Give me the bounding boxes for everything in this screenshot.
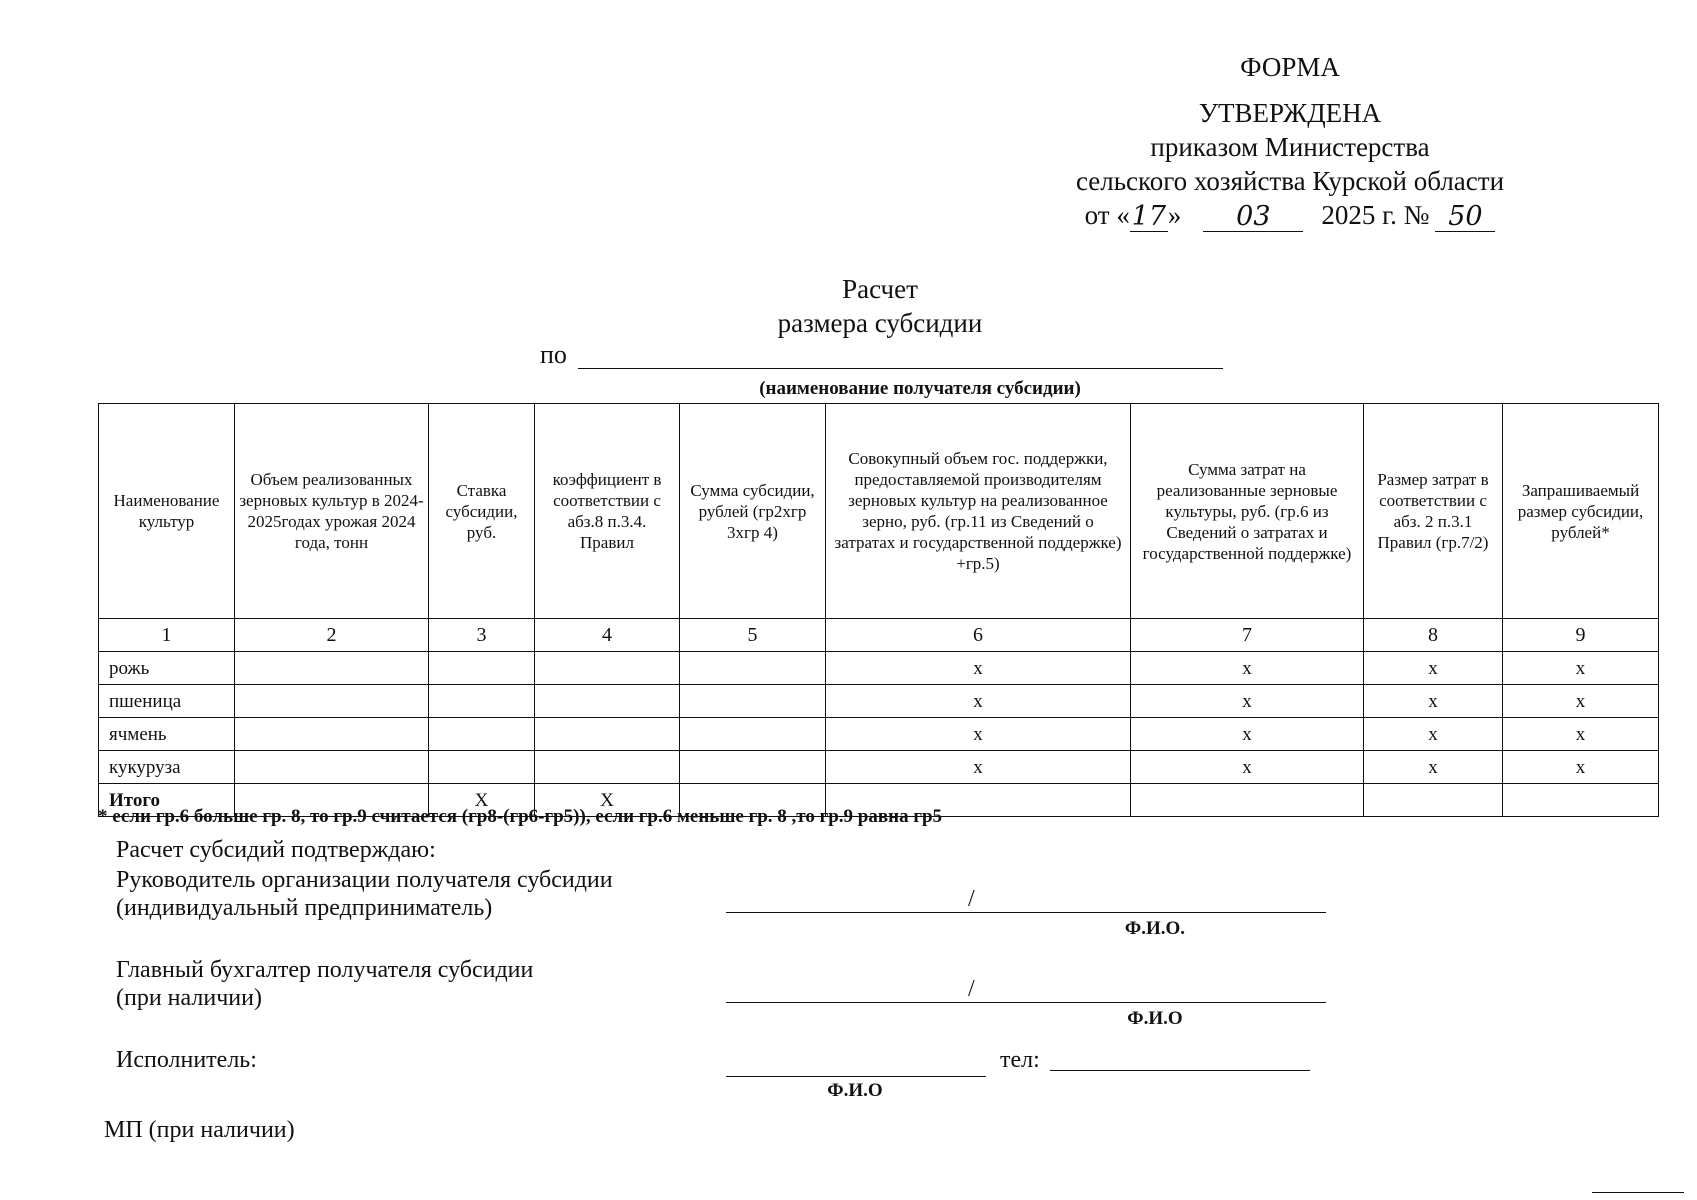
header-cell: Объем реализованных зерновых культур в 2024-2025годах урожая 2024 года, тонн (235, 404, 429, 619)
date-prefix: от « (1084, 200, 1130, 230)
table-cell[interactable] (429, 718, 535, 751)
table-cell: х (826, 718, 1131, 751)
page-corner-line (1592, 1192, 1684, 1193)
order-day: 17 (1131, 201, 1166, 232)
date-day-suffix: » (1167, 200, 1182, 230)
table-cell: х (826, 652, 1131, 685)
table-cell: х (1131, 718, 1364, 751)
table-cell[interactable] (535, 718, 680, 751)
title-line2: размера субсидии (777, 308, 983, 338)
table-row (99, 718, 1659, 751)
total-label: Итого (99, 784, 235, 817)
title-line1: Расчет (842, 274, 918, 304)
table-cell: х (1131, 652, 1364, 685)
stamp-label: МП (при наличии) (104, 1117, 295, 1143)
accountant-slash: / (968, 976, 975, 1002)
form-label: ФОРМА (1240, 52, 1340, 82)
column-number: 4 (535, 619, 680, 652)
table-cell[interactable] (680, 718, 826, 751)
table-cell[interactable] (535, 652, 680, 685)
header-cell: Совокупный объем гос. поддержки, предоставляемой производителям зерновых культур на реализованное зерно, руб. (гр.11 из Сведений о затратах и государственной поддержке) +гр.5) (826, 404, 1131, 619)
accountant-label-line1: Главный бухгалтер получателя субсидии (116, 957, 534, 983)
column-number: 3 (429, 619, 535, 652)
order-year-text: 2025 г. № (1321, 200, 1430, 230)
table-row (99, 652, 1659, 685)
column-number: 2 (235, 619, 429, 652)
accountant-fio-caption: Ф.И.О (1127, 1008, 1183, 1029)
table-cell: х (826, 685, 1131, 718)
header-cell: Размер затрат в соответствии с абз. 2 п.3.1 Правил (гр.7/2) (1364, 404, 1503, 619)
column-number: 1 (99, 619, 235, 652)
header-cell: Сумма субсидии, рублей (гр2хгр 3хгр 4) (680, 404, 826, 619)
table-cell[interactable] (1503, 784, 1659, 817)
table-cell: х (1503, 652, 1659, 685)
column-number: 5 (680, 619, 826, 652)
head-label-line1: Руководитель организации получателя субсидии (116, 867, 613, 893)
header-cell: Наименование культур (99, 404, 235, 619)
document-title (740, 272, 1020, 340)
approved-label: УТВЕРЖДЕНА (1198, 98, 1382, 128)
table-cell[interactable] (235, 751, 429, 784)
table-cell: х (1503, 751, 1659, 784)
table-cell[interactable] (680, 751, 826, 784)
column-number: 9 (1503, 619, 1659, 652)
header-cell: Запрашиваемый размер субсидии, рублей* (1503, 404, 1659, 619)
table-cell[interactable] (429, 685, 535, 718)
table-cell: х (1131, 685, 1364, 718)
footnote: * если гр.6 больше гр. 8, то гр.9 считается (гр8-(гр6-гр5)), если гр.6 меньше гр. 8 ,то гр.9 равна гр5 (98, 806, 943, 827)
table-cell[interactable] (235, 685, 429, 718)
executor-signature-line[interactable] (726, 1076, 986, 1077)
head-signature-line[interactable] (726, 912, 1326, 913)
table-cell: х (1131, 751, 1364, 784)
confirm-label: Расчет субсидий подтверждаю: (116, 837, 436, 863)
tel-line[interactable] (1050, 1070, 1310, 1071)
table-cell[interactable] (680, 652, 826, 685)
table-cell: х (826, 751, 1131, 784)
order-date-line (1010, 198, 1570, 232)
ministry-label: сельского хозяйства Курской области (1075, 166, 1505, 196)
subsidy-table (98, 403, 1659, 817)
table-header-row (99, 404, 1659, 619)
header-cell: коэффициент в соответствии с абз.8 п.3.4. Правил (535, 404, 680, 619)
crop-name: ячмень (99, 718, 235, 751)
table-cell: Х (535, 784, 680, 817)
table-row (99, 685, 1659, 718)
table-cell[interactable] (235, 718, 429, 751)
order-label: приказом Министерства (1150, 132, 1430, 162)
accountant-label-line2: (при наличии) (116, 985, 262, 1011)
head-label-line2: (индивидуальный предприниматель) (116, 895, 493, 921)
executor-fio-caption: Ф.И.О (827, 1080, 883, 1101)
order-month: 03 (1203, 203, 1303, 232)
table-cell: х (1503, 718, 1659, 751)
crop-name: пшеница (99, 685, 235, 718)
approval-block (1010, 50, 1570, 232)
table-cell[interactable] (1364, 784, 1503, 817)
header-cell: Сумма затрат на реализованные зерновые культуры, руб. (гр.6 из Сведений о затратах и государственной поддержке) (1131, 404, 1364, 619)
po-label: по (540, 340, 567, 369)
header-cell: Ставка субсидии, руб. (429, 404, 535, 619)
accountant-signature-line[interactable] (726, 1002, 1326, 1003)
table-cell[interactable] (235, 652, 429, 685)
order-number: 50 (1435, 203, 1495, 232)
column-number: 8 (1364, 619, 1503, 652)
table-cell[interactable] (1131, 784, 1364, 817)
crop-name: рожь (99, 652, 235, 685)
column-number: 7 (1131, 619, 1364, 652)
table-cell[interactable] (429, 751, 535, 784)
column-number-row (99, 619, 1659, 652)
crop-name: кукуруза (99, 751, 235, 784)
table-cell: х (1364, 718, 1503, 751)
table-cell[interactable] (535, 685, 680, 718)
column-number: 6 (826, 619, 1131, 652)
executor-label: Исполнитель: (116, 1047, 257, 1073)
recipient-caption: (наименование получателя субсидии) (759, 378, 1081, 399)
table-row (99, 751, 1659, 784)
head-fio-caption: Ф.И.О. (1124, 918, 1186, 939)
table-cell: х (1503, 685, 1659, 718)
table-cell: х (1364, 652, 1503, 685)
recipient-name-line[interactable] (578, 368, 1223, 369)
table-cell[interactable] (535, 751, 680, 784)
table-cell: х (1364, 751, 1503, 784)
tel-label: тел: (1000, 1047, 1040, 1073)
table-cell[interactable] (680, 685, 826, 718)
head-slash: / (968, 886, 975, 912)
table-cell[interactable] (429, 652, 535, 685)
table-cell: Х (429, 784, 535, 817)
table-cell: х (1364, 685, 1503, 718)
